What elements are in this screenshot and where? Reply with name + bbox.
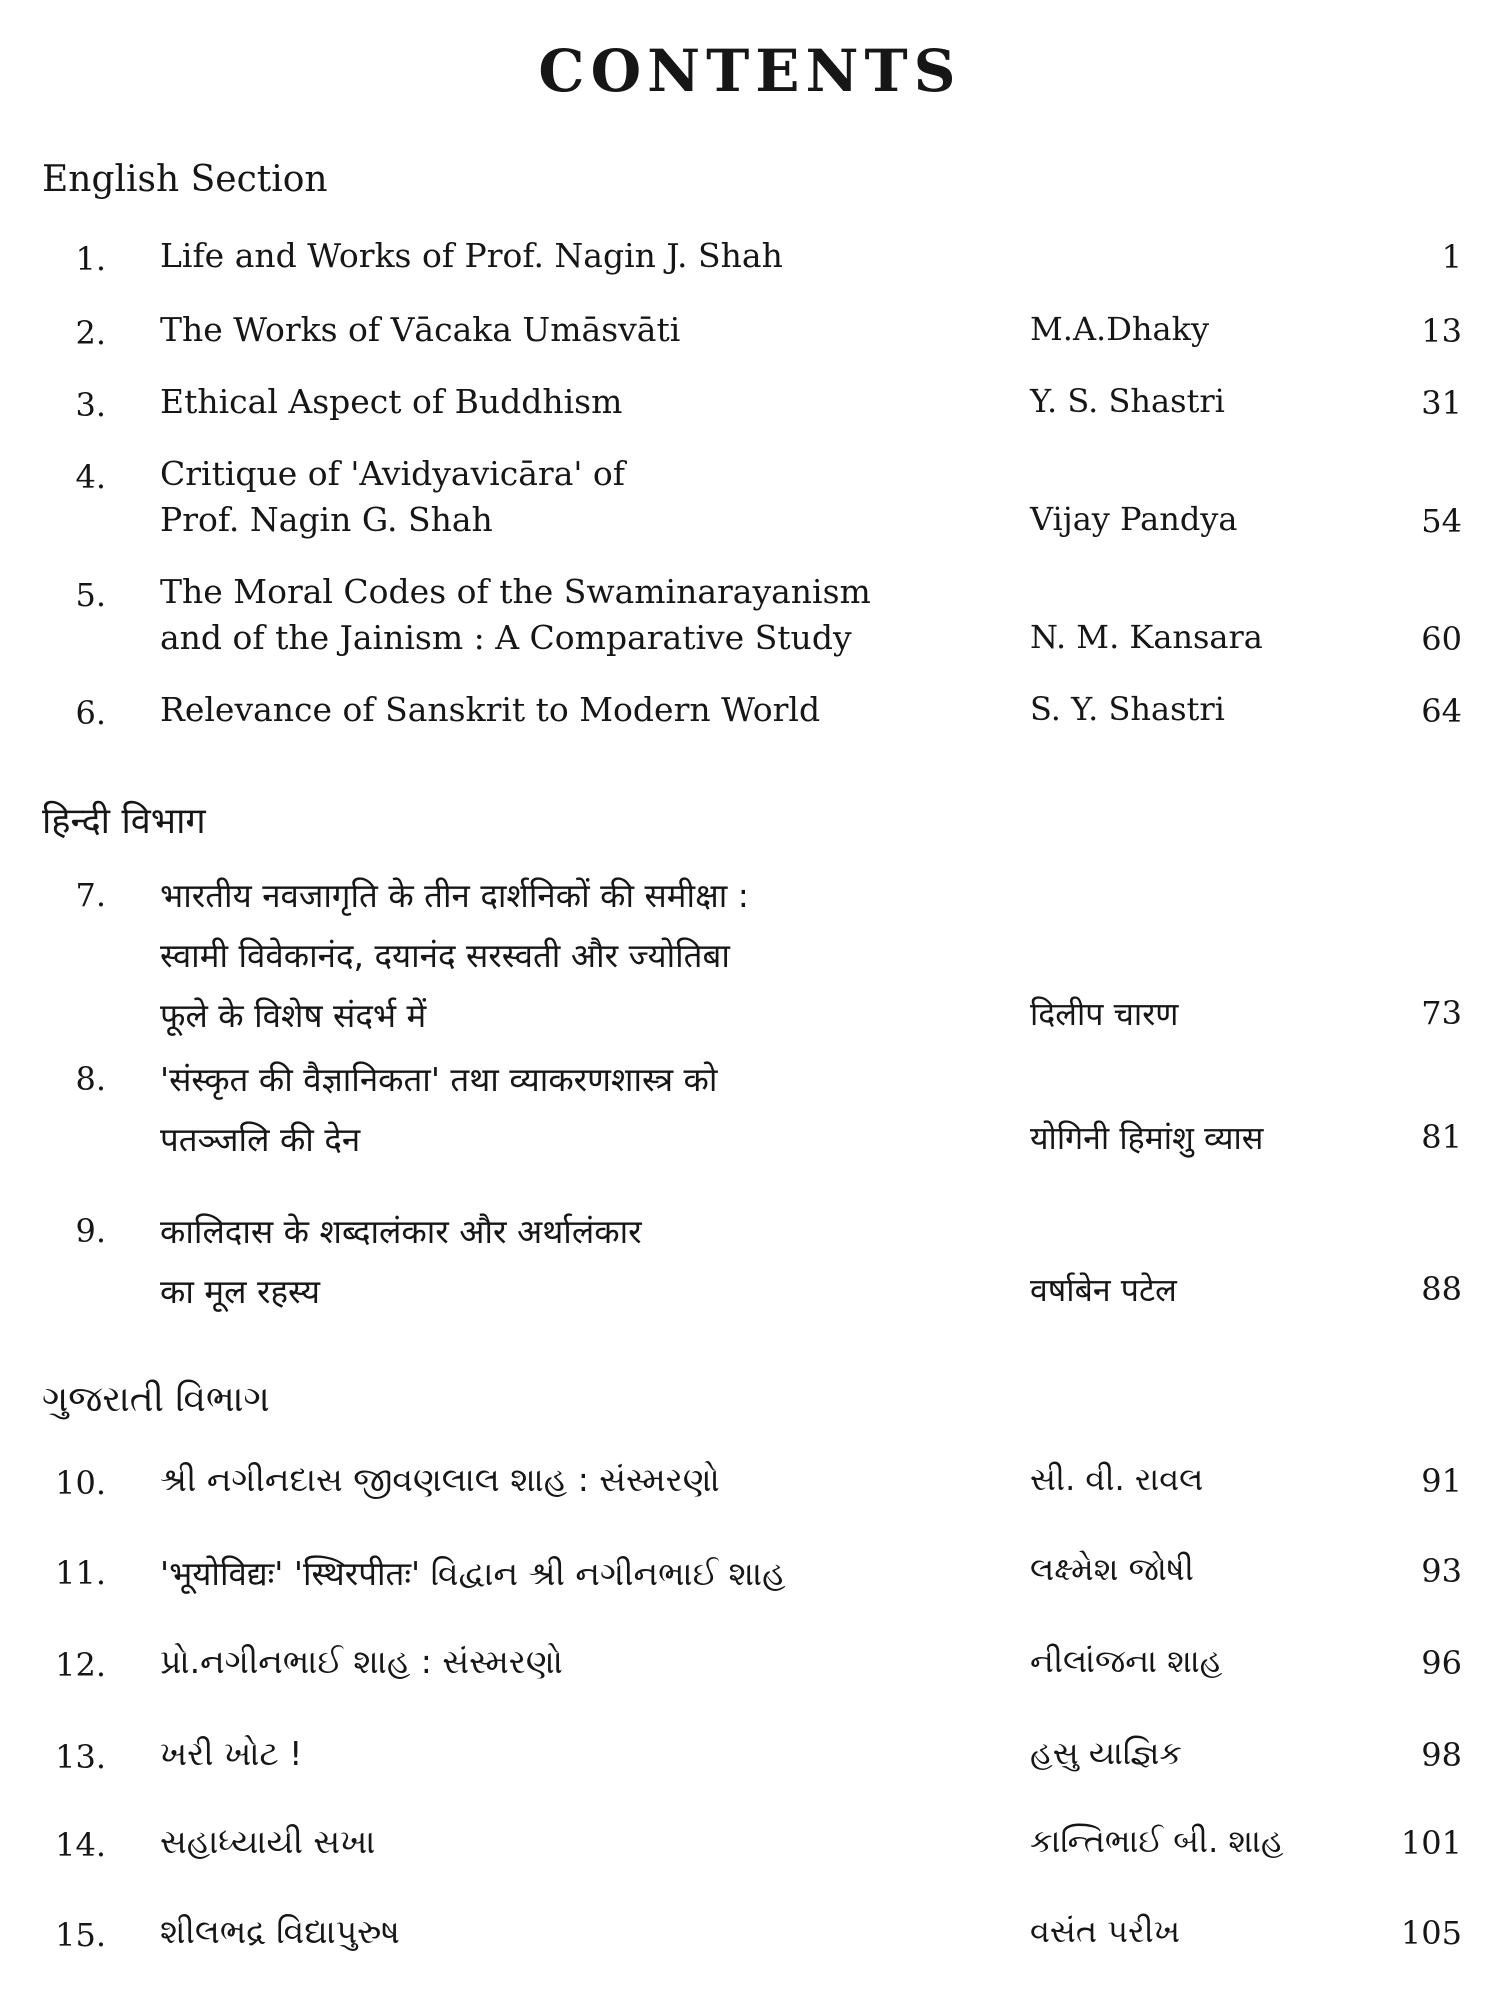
entry-title-line: पतञ्जलि की देन (160, 1120, 361, 1159)
entry-title-line: Critique of 'Avidyavicāra' of (160, 454, 626, 493)
entry-page-number: 13 (1421, 312, 1462, 350)
entry-page-number: 101 (1400, 1824, 1462, 1862)
entry-number: 1. (75, 240, 106, 278)
entry-title-line: Ethical Aspect of Buddhism (160, 382, 623, 421)
entry-page-number: 88 (1421, 1270, 1462, 1308)
entry-page-number: 64 (1421, 692, 1462, 730)
entry-title-line: શ્રી નગીનદાસ જીવણલાલ શાહ : સંસ્મરણો (160, 1460, 720, 1499)
entry-number: 15. (55, 1916, 106, 1954)
entry-author: वर्षाबेन पटेल (1030, 1271, 1177, 1309)
entry-title-line: 'संस्कृत की वैज्ञानिकता' तथा व्याकरणशास्त्र को (160, 1060, 718, 1099)
entry-title-line: પ્રો.નગીનભાઈ શાહ : સંસ્મરણો (160, 1642, 563, 1681)
entry-page-number: 54 (1421, 502, 1462, 540)
entry-number: 3. (75, 386, 106, 424)
entry-title-line: and of the Jainism : A Comparative Study (160, 618, 852, 657)
entry-title-line: Prof. Nagin G. Shah (160, 500, 493, 539)
section-heading: English Section (42, 159, 328, 200)
entry-author: S. Y. Shastri (1030, 690, 1225, 728)
page-title: CONTENTS (538, 37, 962, 105)
entry-title-line: The Moral Codes of the Swaminarayanism (160, 572, 871, 611)
entry-author: કાન્તિભાઈ બી. શાહ (1030, 1822, 1284, 1860)
section-heading: हिन्दी विभाग (42, 801, 206, 842)
entry-page-number: 91 (1421, 1462, 1462, 1500)
entry-page-number: 31 (1421, 384, 1462, 422)
entry-title-line: का मूल रहस्य (160, 1272, 320, 1311)
entry-title-line: भारतीय नवजागृति के तीन दार्शनिकों की समीक्षा : (160, 876, 749, 915)
entry-page-number: 1 (1441, 238, 1462, 276)
entry-page-number: 73 (1421, 994, 1462, 1032)
entry-author: N. M. Kansara (1030, 618, 1263, 656)
entry-title-line: कालिदास के शब्दालंकार और अर्थालंकार (160, 1212, 642, 1251)
entry-number: 6. (75, 694, 106, 732)
entry-title-line: ખરી ખોટ ! (160, 1734, 303, 1773)
entry-page-number: 93 (1421, 1552, 1462, 1590)
entry-number: 9. (75, 1212, 106, 1250)
entry-page-number: 81 (1421, 1118, 1462, 1156)
entry-author: Vijay Pandya (1030, 500, 1238, 538)
entry-page-number: 105 (1400, 1914, 1462, 1952)
entry-number: 4. (75, 458, 106, 496)
entry-title-line: શીલભદ્ર વિદ્યાપુરુષ (160, 1912, 400, 1951)
entry-title-line: The Works of Vācaka Umāsvāti (160, 310, 681, 349)
entry-page-number: 98 (1421, 1736, 1462, 1774)
entry-title-line: 'भूयोविद्यः' 'स्थिरपीतः' વિદ્વાન શ્રી નગીનભાઈ શાહ (160, 1554, 786, 1593)
entry-author: Y. S. Shastri (1030, 382, 1225, 420)
entry-author: M.A.Dhaky (1030, 310, 1210, 348)
entry-author: હસુ યાજ્ઞિક (1030, 1734, 1182, 1772)
entry-author: વસંત પરીખ (1030, 1912, 1181, 1950)
entry-number: 2. (75, 314, 106, 352)
entry-number: 11. (55, 1554, 106, 1592)
entry-page-number: 96 (1421, 1644, 1462, 1682)
entry-number: 8. (75, 1060, 106, 1098)
entry-author: નીલાંજના શાહ (1030, 1642, 1223, 1680)
entry-number: 5. (75, 576, 106, 614)
entry-author: योगिनी हिमांशु व्यास (1030, 1119, 1264, 1157)
entry-number: 14. (55, 1826, 106, 1864)
entry-title-line: Life and Works of Prof. Nagin J. Shah (160, 236, 783, 275)
section-heading: ગુજરાતી વિભાગ (42, 1379, 270, 1420)
entry-title-line: स्वामी विवेकानंद, दयानंद सरस्वती और ज्योतिबा (160, 936, 730, 975)
entry-title-line: Relevance of Sanskrit to Modern World (160, 690, 821, 729)
entry-author: સી. વી. રાવલ (1030, 1460, 1204, 1498)
entry-number: 12. (55, 1646, 106, 1684)
entry-title-line: फूले के विशेष संदर्भ में (160, 996, 427, 1035)
entry-page-number: 60 (1421, 620, 1462, 658)
entry-number: 10. (55, 1464, 106, 1502)
entry-number: 13. (55, 1738, 106, 1776)
entry-title-line: સહાધ્યાયી સખા (160, 1822, 376, 1861)
entry-author: લક્ષ્મેશ જોષી (1030, 1550, 1194, 1588)
entry-author: दिलीप चारण (1030, 995, 1179, 1033)
entry-number: 7. (75, 876, 106, 914)
